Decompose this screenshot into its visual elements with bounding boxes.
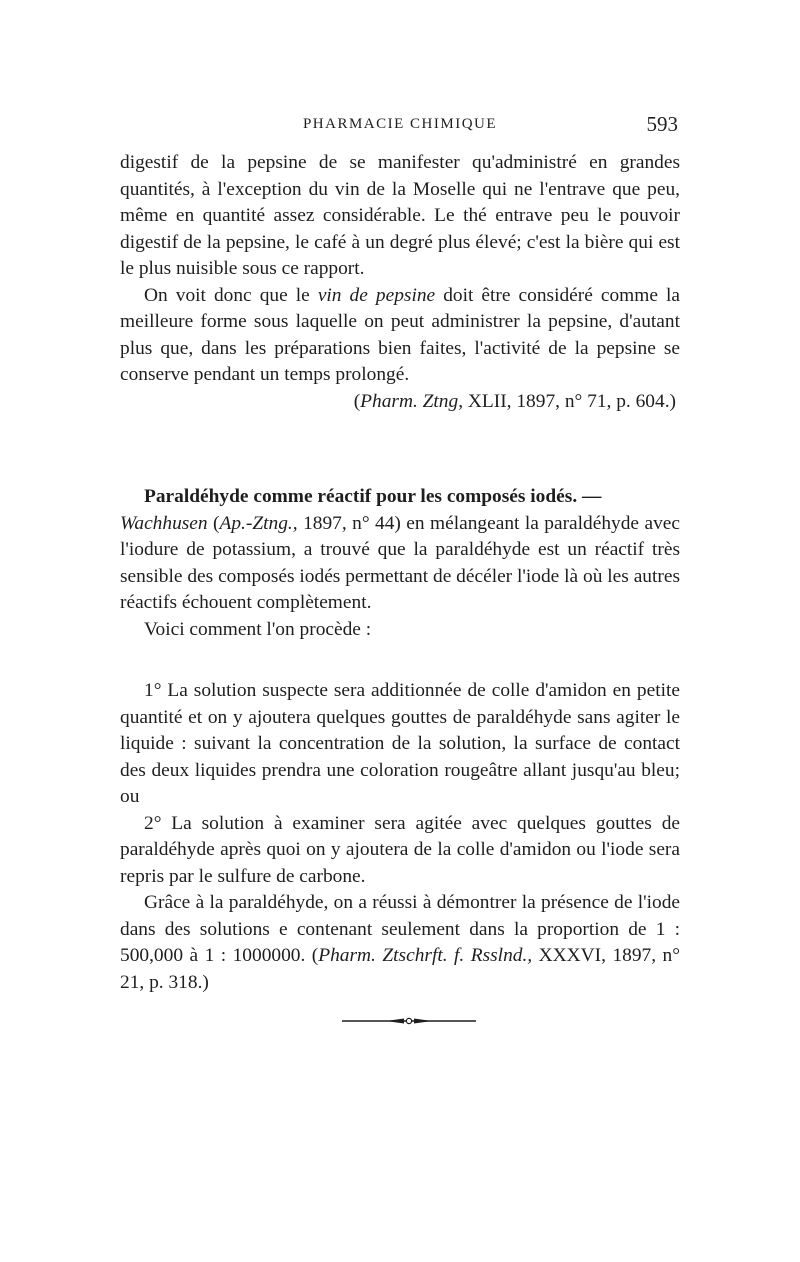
page-number: 593 <box>646 112 678 136</box>
paragraph-results <box>120 890 680 996</box>
text-run: doit être considéré comme la meilleure forme sous laquelle on peut administrer la pepsine, d'autant plus que, dans les préparations bien faites, l'activité de la pepsine se conserve pendant un temps prolongé. <box>120 284 680 385</box>
ornamental-rule-icon <box>342 1016 476 1026</box>
paragraph-pepsin-wine <box>120 283 680 389</box>
journal-title: Pharm. Ztng, <box>360 390 464 412</box>
procedure-step-1: 1° La solution suspecte sera additionnée de colle d'amidon en petite quantité et on y ajoutera quelques gouttes de paraldéhyde sans agiter le liquide : suivant la concentration de la solution, la surface de contact des deux liquides prendra une coloration rougeâtre allant jusqu'au bleu; ou <box>120 680 680 807</box>
section-heading: Paraldéhyde comme réactif pour les composés iodés. — <box>144 486 602 507</box>
journal-title: Ap.-Ztng., <box>219 512 298 534</box>
text-run: 1897, n° 44) en mélangeant la paraldéhyde avec l'iodure de potassium, a trouvé que la paraldéhyde est un réactif très sensible des composés iodés permettant de décéler l'iode là où les autres réactifs échouent complètement. <box>120 512 680 613</box>
citation-pharm-ztng <box>120 389 680 416</box>
text-run: XXXVI, 1897, n° 21, p. 318.) <box>120 945 680 993</box>
paragraph-procedure-intro: Voici comment l'on procède : <box>144 618 372 640</box>
running-head: PHARMACIE CHIMIQUE <box>302 116 498 132</box>
paragraph-paraldehyde-intro <box>120 484 680 617</box>
section-pepsin <box>120 150 680 415</box>
text-run: ( <box>207 512 220 534</box>
journal-title: Pharm. Ztschrft. f. Rsslnd., <box>318 945 533 966</box>
author-name: Wachhusen <box>120 512 208 534</box>
italic-term: vin de pepsine <box>317 284 436 306</box>
section-procedure <box>120 678 680 996</box>
procedure-step-2: 2° La solution à examiner sera agitée avec quelques gouttes de paraldéhyde après quoi on y ajoutera de la colle d'amidon ou l'iode sera repris par le sulfure de carbone. <box>120 812 680 887</box>
section-paraldehyde <box>120 484 680 643</box>
text-run: XLII, 1897, n° 71, p. 604.) <box>463 390 676 412</box>
text-run: ( <box>353 390 361 412</box>
paragraph-pepsin-digestion: digestif de la pepsine de se manifester qu'administré en grandes quantités, à l'exception du vin de la Moselle qui ne l'entrave que peu, même en quantité assez considérable. Le thé entrave peu le pouvoir digestif de la pepsine, le café à un degré plus élevé; c'est la bière qui est le plus nuisible sous ce rapport. <box>120 152 680 279</box>
page-header <box>120 112 680 138</box>
text-run: On voit donc que le <box>144 284 318 306</box>
text-run: Grâce à la paraldéhyde, on a réussi à démontrer la présence de l'iode dans des solutions e contenant seulement dans la proportion de 1 : 500,000 à 1 : 1000000. ( <box>120 892 680 966</box>
